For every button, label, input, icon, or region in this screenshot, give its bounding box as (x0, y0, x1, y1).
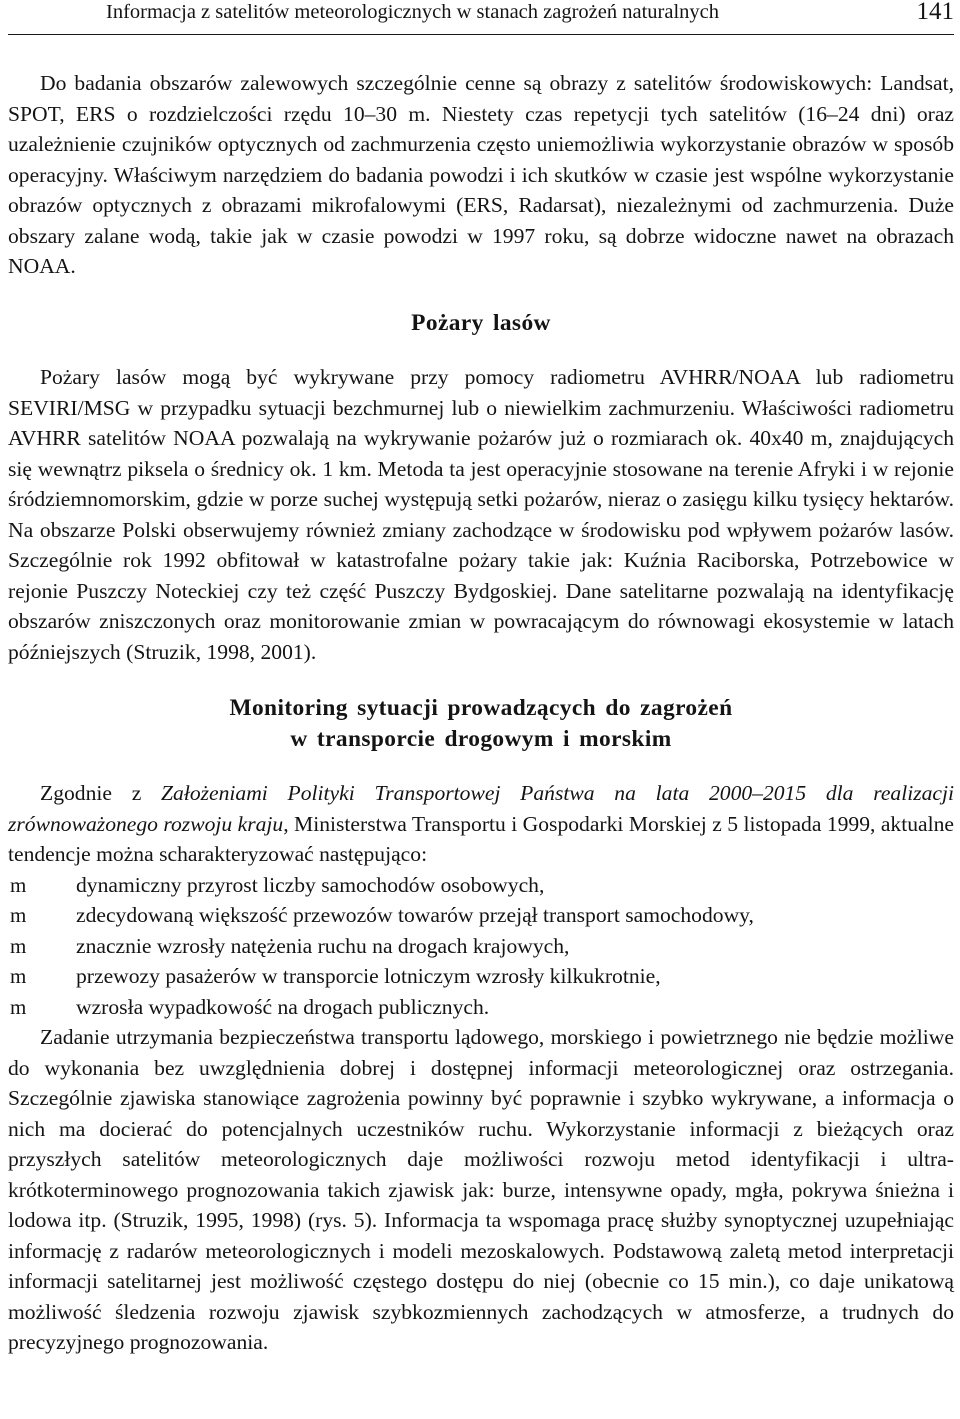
list-item-text: znacznie wzrosły natężenia ruchu na drogach krajowych, (76, 933, 570, 958)
transport-policy-title: Założeniami Polityki Transportowej Państwa na lata 2000–2015 dla realizacji zrównoważonego rozwoju kraju (8, 781, 954, 836)
page-number: 141 (916, 0, 954, 25)
bullet-icon: m (10, 933, 27, 958)
list-item (8, 931, 954, 962)
intro-paragraph: Do badania obszarów zalewowych szczególnie cenne są obrazy z satelitów środowiskowych: Landsat, SPOT, ERS o rozdzielczości rzędu 10–30 m. Niestety czas repetycji tych satelitów (16–24 dni) oraz uzależnienie czujników optycznych od zachmurzenia często uniemożliwia wykorzystanie obrazów w sposób operacyjny. Właściwym narzędziem do badania powodzi i ich skutków w czasie jest wspólne wykorzystanie obrazów optycznych z obrazami mikrofalowymi (ERS, Radarsat), niezależnymi od zachmurzenia. Duże obszary zalane wodą, takie jak w czasie powodzi w 1997 roku, są dobrze widoczne nawet na obrazach NOAA. (8, 71, 954, 278)
transport-intro-paragraph (8, 778, 954, 870)
running-title: Informacja z satelitów meteorologicznych w stanach zagrożeń naturalnych (106, 1, 720, 23)
bullet-icon: m (10, 994, 27, 1019)
transport-closing-paragraph: Zadanie utrzymania bezpieczeństwa transportu lądowego, morskiego i powietrznego nie będzie możliwe do wykonania bez uwzględnienia dobrej i dostępnej informacji meteorologicznej oraz ostrzegania. Szczególnie zjawiska stanowiące zagrożenia powinny być poprawnie i szybko wykrywane, a informacja o nich ma docierać do potencjalnych uczestników ruchu. Wykorzystanie informacji z bieżących oraz przyszłych satelitów meteorologicznych daje możliwości rozwoju metod identyfikacji i ultra-krótkoterminowego prognozowania takich zjawisk jak: burze, intensywne opady, mgła, pokrywa śnieżna i lodowa itp. (Struzik, 1995, 1998) (rys. 5). Informacja ta wspomaga pracę służby synoptycznej uzupełniając informację z radarów meteorologicznych i modeli mezoskalowych. Podstawową zaletą metod interpretacji informacji satelitarnej jest możliwość częstego dostępu do niej (obecnie co 15 min.), co daje unikatową możliwość śledzenia rozwoju zjawisk szybkozmiennych zachodzących w atmosferze, a trudnych do precyzyjnego prognozowania. (8, 1025, 954, 1354)
bullet-icon: m (10, 964, 27, 988)
forest-fires-paragraph: Pożary lasów mogą być wykrywane przy pomocy radiometru AVHRR/NOAA lub radiometru SEVIRI/MSG w przypadku sytuacji bezchmurnej lub o niewielkim zachmurzeniu. Właściwości radiometru AVHRR satelitów NOAA pozwalają na wykrywanie pożarów już o rozmiarach ok. 40x40 m, znajdujących się wewnątrz piksela o średnicy ok. 1 km. Metoda ta jest operacyjnie stosowane na terenie Afryki i w rejonie śródziemnomorskim, gdzie w porze suchej występują setki pożarów, nieraz o zasięgu kilku tysięcy hektarów. Na obszarze Polski obserwujemy również zmiany zachodzące w środowisku pod wpływem pożarów lasów. Szczególnie rok 1992 obfitował w katastrofalne pożary takie jak: Kuźnia Raciborska, Potrzebowice w rejonie Puszczy Noteckiej czy też część Puszczy Bydgoskiej. Dane satelitarne pozwalają na identyfikację obszarów zniszczonych oraz monitorowanie zmian w powracającym do równowagi ekosystemie w latach późniejszych (Struzik, 1998, 2001). (8, 365, 954, 664)
list-item-text: dynamiczny przyrost liczby samochodów osobowych, (76, 872, 545, 897)
bullet-icon: m (10, 903, 27, 927)
running-header (8, 0, 954, 35)
transport-trends-list (8, 870, 954, 1023)
document-page (8, 0, 954, 1358)
transport-intro-rest: , Ministerstwa Transportu i Gospodarki Morskiej z 5 listopada 1999, aktualne tendencje można scharakteryzować następująco: (8, 811, 954, 866)
section-heading-transport-line2: w transporcie drogowym i morskim (290, 725, 672, 752)
bullet-icon: m (10, 872, 27, 897)
section-heading-forest-fires: Pożary lasów (411, 309, 551, 336)
list-item (8, 961, 954, 992)
list-item (8, 992, 954, 1023)
list-item-text: zdecydowaną większość przewozów towarów przejął transport samochodowy, (76, 903, 754, 927)
list-item-text: wzrosła wypadkowość na drogach publicznych. (76, 994, 490, 1019)
section-heading-transport (8, 693, 954, 754)
section-heading-transport-line1: Monitoring sytuacji prowadzących do zagrożeń (229, 695, 733, 721)
body-text (8, 68, 954, 1358)
list-item (8, 900, 954, 931)
list-item (8, 870, 954, 901)
list-item-text: przewozy pasażerów w transporcie lotniczym wzrosły kilkukrotnie, (76, 964, 661, 988)
transport-intro-lead: Zgodnie z (40, 781, 162, 805)
